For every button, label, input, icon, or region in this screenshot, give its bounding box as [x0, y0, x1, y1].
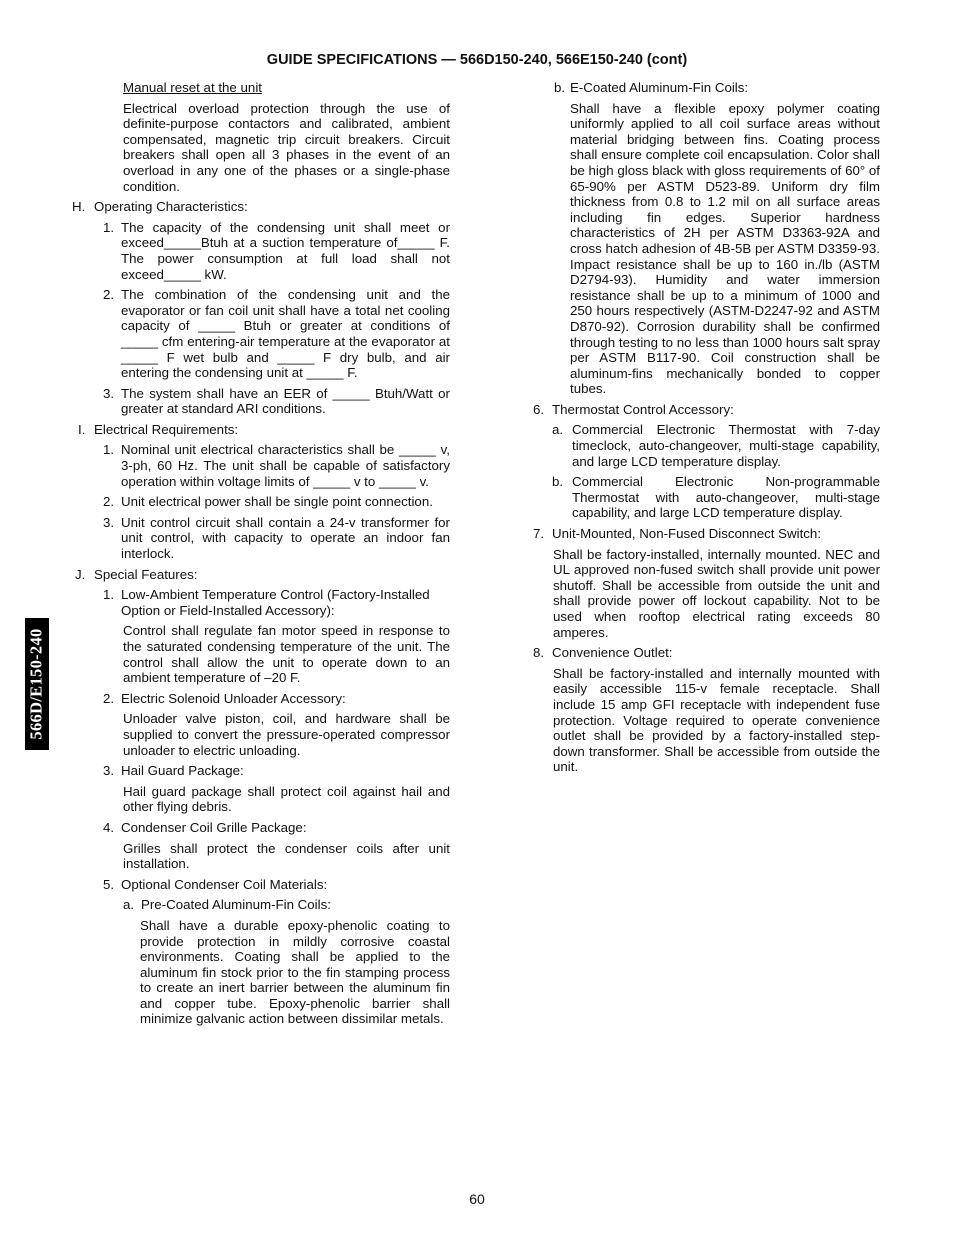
sub-item-label: b.	[554, 80, 566, 95]
sub-item	[552, 474, 880, 521]
sub-item-title: Pre-Coated Aluminum-Fin Coils:	[141, 897, 331, 913]
item-number: 2.	[103, 494, 115, 510]
item-title: Low-Ambient Temperature Control (Factory-Installed Option or Field-Installed Accessory):	[121, 587, 430, 618]
section-i-heading	[72, 422, 450, 438]
sub-item	[123, 897, 450, 913]
list-item	[103, 587, 450, 618]
page-number: 60	[469, 1191, 485, 1207]
list-item	[533, 402, 880, 418]
item-body: Grilles shall protect the condenser coils after unit installation.	[123, 840, 450, 872]
list-item	[103, 691, 450, 707]
item-number: 1.	[103, 219, 115, 235]
section-label: J.	[75, 566, 86, 582]
item-text: Unit electrical power shall be single point connection.	[121, 494, 433, 510]
sub-item-body: Shall have a flexible epoxy polymer coating uniformly applied to all coil surface areas without material bridging between fins. Coating process shall ensure complete coil encapsulation. Color shall be high gloss black with gloss requirements of 60° of 65-90% per ASTM D523-89. Uniform dry film thickness from 0.8 to 1.2 mil on all surface areas including fin edges. Superior hardness characteristics of 2H per ASTM D3363-92A and cross hatch adhesion of 4B-5B per ASTM D3359-93. Impact resistance shall be up to 160 in./lb (ASTM D2794-93). Humidity and water immersion resistance shall be up to a minimum of 1000 and 250 hours respectively (ASTM-D2247-92 and ASTM D870-92). Corrosion durability shall be confirmed through testing to no less than 1000 hours salt spray per ASTM B117-90. Coil construction shall be aluminum-fins mechanically bonded to copper tubes.	[570, 100, 880, 397]
sub-item-title: E-Coated Aluminum-Fin Coils:	[570, 80, 749, 95]
list-item	[103, 763, 450, 779]
page-title: GUIDE SPECIFICATIONS — 566D150-240, 566E150-240 (cont)	[266, 52, 688, 68]
section-title: Operating Characteristics:	[94, 199, 248, 215]
section-j-heading	[72, 567, 450, 583]
item-text: The capacity of the condensing unit shall meet or exceed_____Btuh at a suction temperature of_____ F. The power consumption at full load shall not exceed_____ kW.	[121, 219, 450, 282]
manual-reset-text: Electrical overload protection through the use of definite-purpose contactors and calibrated, ambient compensated, magnetic trip circuit breakers. Circuit breakers shall open all 3 phases in the event of an overload in any one of the phases or a single-phase condition.	[123, 100, 450, 194]
list-item	[103, 820, 450, 836]
item-number: 3.	[103, 514, 115, 530]
sub-item-label: a.	[552, 422, 564, 438]
item-text: The combination of the condensing unit and the evaporator or fan coil unit shall have a total net cooling capacity of _____ Btuh or greater at conditions of _____ cfm entering-air temperature at the evaporator at _____ F wet bulb and _____ F dry bulb, and air entering the condensing unit at _____ F.	[121, 287, 450, 381]
side-tab-text: 566D/E150-240	[27, 628, 46, 740]
item-number: 6.	[533, 401, 545, 417]
item-title: Electric Solenoid Unloader Accessory:	[121, 690, 346, 706]
sub-item-text: Commercial Electronic Thermostat with 7-day timeclock, auto-changeover, multi-stage capability, and large LCD temperature display.	[572, 422, 880, 469]
item-number: 3.	[103, 385, 115, 401]
item-body: Control shall regulate fan motor speed in response to the saturated condensing temperature of the unit. The control shall allow the unit to operate down to an ambient temperature of –20 F.	[123, 623, 450, 686]
side-tab-model-label	[25, 618, 49, 750]
section-label: I.	[78, 421, 86, 437]
item-body: Shall be factory-installed, internally mounted. NEC and UL approved non-fused switch shall provide unit power shutoff. Shall be accessible from outside the unit and shall provide power off lockout capability. Not to be used when rooftop electrical rating exceeds 80 amperes.	[553, 546, 880, 640]
item-body: Hail guard package shall protect coil against hail and other flying debris.	[123, 783, 450, 815]
sub-item-body: Shall have a durable epoxy-phenolic coating to provide protection in mildly corrosive coastal environments. Coating shall be applied to the aluminum fin stock prior to the fin stamping process to create an inert barrier between the aluminum fin and copper tube. Epoxy-phenolic barrier shall minimize galvanic action between dissimilar metals.	[140, 917, 450, 1027]
list-item	[103, 494, 450, 510]
item-text: Unit control circuit shall contain a 24-v transformer for unit control, with capacity to operate an indoor fan interlock.	[121, 514, 450, 562]
item-title: Condenser Coil Grille Package:	[121, 819, 307, 835]
item-number: 3.	[103, 763, 115, 779]
sub-item	[554, 80, 880, 96]
section-h-heading	[72, 199, 450, 215]
list-item	[103, 386, 450, 417]
list-item	[533, 645, 880, 661]
sub-item-label: a.	[123, 897, 135, 913]
section-title: Electrical Requirements:	[94, 421, 239, 437]
section-label: H.	[72, 199, 86, 215]
item-number: 2.	[103, 287, 115, 303]
item-text: The system shall have an EER of _____ Btuh/Watt or greater at standard ARI conditions.	[121, 385, 450, 417]
item-text: Nominal unit electrical characteristics shall be _____ v, 3-ph, 60 Hz. The unit shall be capable of satisfactory operation within voltage limits of _____ v to _____ v.	[121, 442, 450, 489]
right-column	[533, 80, 880, 780]
list-item	[103, 515, 450, 562]
item-title: Unit-Mounted, Non-Fused Disconnect Switch:	[552, 526, 822, 542]
sub-item-label: b.	[552, 474, 564, 490]
list-item	[103, 220, 450, 282]
list-item	[103, 287, 450, 381]
item-number: 5.	[103, 876, 115, 892]
item-number: 8.	[533, 645, 545, 661]
item-number: 1.	[103, 442, 115, 458]
item-body: Shall be factory-installed and internally mounted with easily accessible 115-v female receptacle. Shall include 15 amp GFI receptacle with independent fuse protection. Voltage required to operate convenience outlet shall be provided by a factory-installed step-down transformer. Shall be accessible from outside the unit.	[553, 665, 880, 775]
list-item	[103, 442, 450, 489]
item-number: 1.	[103, 587, 115, 603]
item-title: Thermostat Control Accessory:	[552, 401, 734, 417]
item-title: Optional Condenser Coil Materials:	[121, 876, 328, 892]
left-column	[72, 80, 450, 1032]
manual-reset-heading: Manual reset at the unit	[123, 80, 262, 95]
item-number: 7.	[533, 526, 545, 542]
sub-item	[552, 422, 880, 469]
item-number: 4.	[103, 819, 115, 835]
sub-item-text: Commercial Electronic Non-programmable Thermostat with auto-changeover, multi-stage capability, and large LCD temperature display.	[572, 474, 880, 521]
list-item	[103, 877, 450, 893]
section-title: Special Features:	[94, 566, 198, 582]
list-item	[533, 526, 880, 542]
item-body: Unloader valve piston, coil, and hardware shall be supplied to convert the pressure-operated compressor unloader to electric unloading.	[123, 711, 450, 758]
item-title: Hail Guard Package:	[121, 763, 244, 779]
item-number: 2.	[103, 690, 115, 706]
item-title: Convenience Outlet:	[552, 645, 673, 661]
